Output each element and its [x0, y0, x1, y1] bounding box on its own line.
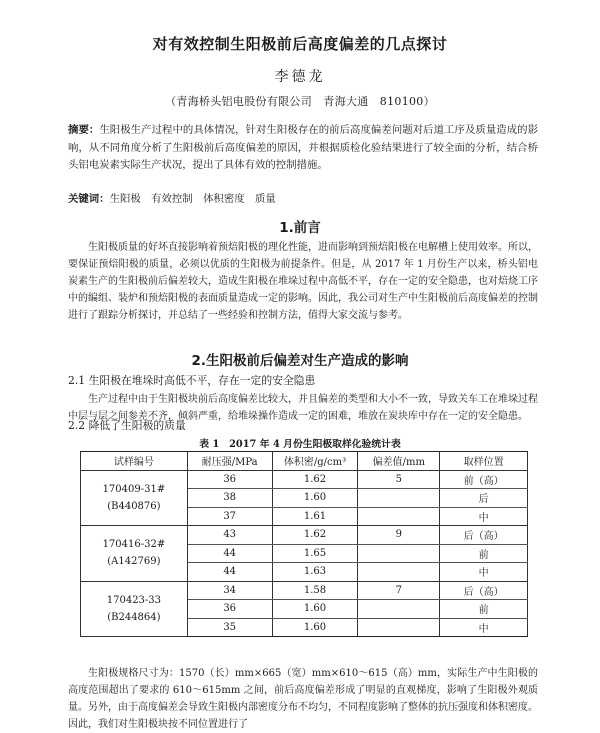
- position-cell: 中: [440, 618, 528, 637]
- table-header-row: [81, 452, 528, 471]
- deviation-cell: 5: [358, 470, 440, 489]
- sample-code: (B244864): [107, 611, 161, 623]
- deviation-cell: [358, 563, 440, 582]
- header-sample-id: 试样编号: [81, 452, 188, 471]
- paper-title: 对有效控制生阳极前后高度偏差的几点探讨: [152, 35, 448, 53]
- deviation-cell: [358, 600, 440, 619]
- deviation-cell: [358, 489, 440, 508]
- density-cell: 1.60: [272, 618, 358, 637]
- deviation-cell: 9: [358, 526, 440, 545]
- density-cell: 1.63: [272, 563, 358, 582]
- sample-code: (A142769): [107, 556, 161, 568]
- sample-id: 170409-31#: [102, 483, 166, 495]
- density-cell: 1.60: [272, 600, 358, 619]
- position-cell: 后（高）: [440, 581, 528, 600]
- density-cell: 1.65: [272, 544, 358, 563]
- position-cell: 后: [440, 489, 528, 508]
- section-2-heading: 2.生阳极前后偏差对生产造成的影响: [191, 353, 409, 369]
- sample-code: (B440876): [107, 500, 161, 512]
- deviation-cell: 7: [358, 581, 440, 600]
- table-caption: 表 1 2017 年 4 月份生阳极取样化验统计表: [199, 439, 401, 450]
- keywords-label: 关键词：: [68, 193, 110, 205]
- sample-id-cell: [81, 526, 188, 582]
- position-cell: 前: [440, 600, 528, 619]
- density-cell: 1.62: [272, 526, 358, 545]
- keywords: [68, 192, 538, 207]
- strength-cell: 43: [187, 526, 272, 545]
- strength-cell: 38: [187, 489, 272, 508]
- sample-table: [80, 451, 528, 637]
- deviation-cell: [358, 507, 440, 526]
- keywords-text: 生阳极 有效控制 体积密度 质量: [109, 193, 276, 205]
- deviation-cell: [358, 618, 440, 637]
- strength-cell: 44: [187, 563, 272, 582]
- position-cell: 前（高）: [440, 470, 528, 489]
- author-affiliation: （青海桥头铝电股份有限公司 青海大通 810100）: [165, 95, 435, 108]
- header-deviation: 偏差值/mm: [358, 452, 440, 471]
- table-row: [81, 581, 528, 600]
- subsection-2-2-heading: 2.2 降低了生阳极的质量: [68, 419, 186, 432]
- abstract-label: 摘要：: [68, 124, 100, 136]
- density-cell: 1.62: [272, 470, 358, 489]
- strength-cell: 36: [187, 600, 272, 619]
- position-cell: 前: [440, 544, 528, 563]
- sample-id-cell: [81, 470, 188, 526]
- subsection-2-1-text: 生产过程中由于生阳极块前后高度偏差比较大，并且偏差的类型和大小不一致，导致关车工在堆垛过程中层与层之间参差不齐，倾斜严重，给堆垛操作造成一定的困难，堆放在炭块库中存在一定的安全隐患。: [68, 394, 538, 422]
- table-row: [81, 470, 528, 489]
- strength-cell: 36: [187, 470, 272, 489]
- sample-id: 170416-32#: [102, 539, 166, 551]
- strength-cell: 44: [187, 544, 272, 563]
- author-name: 李德龙: [274, 69, 326, 85]
- density-cell: 1.61: [272, 507, 358, 526]
- position-cell: 中: [440, 563, 528, 582]
- table-row: [81, 526, 528, 545]
- abstract-text: 生阳极生产过程中的具体情况，针对生阳极存在的前后高度偏差问题对后道工序及质量造成的影响，从不同角度分析了生阳极前后高度偏差的原因，并根据质检化验结果进行了较全面的分析，结合桥头铝电炭素实际生产状况，提出了具体有效的控制措施。: [68, 124, 539, 171]
- header-position: 取样位置: [440, 452, 528, 471]
- strength-cell: 34: [187, 581, 272, 600]
- strength-cell: 37: [187, 507, 272, 526]
- position-cell: 中: [440, 507, 528, 526]
- section-1-paragraph: 生阳极质量的好坏直接影响着预焙阳极的理化性能，进而影响到预焙阳极在电解槽上使用效率。所以，要保证预焙阳极的质量，必须以优质的生阳极为前提条件。但是，从 2017 年 1 月份生产以来，桥头铝电炭素生产的生阳极前后偏差较大，造成生阳极在堆垛过程中高低不平，存在一定的安全隐患，也对焙烧工序中的编组、装炉和预焙阳极的表面质量造成一定的影响。因此，我公司对生产中生阳极前后高度偏差的控制进行了跟踪分析探讨，并总结了一些经验和控制方法，值得大家交流与参考。: [68, 242, 538, 321]
- abstract: [68, 122, 538, 175]
- deviation-cell: [358, 544, 440, 563]
- sample-id: 170423-33: [106, 594, 162, 606]
- density-cell: 1.60: [272, 489, 358, 508]
- position-cell: 后（高）: [440, 526, 528, 545]
- section-1-heading: 1.前言: [279, 220, 321, 236]
- closing-paragraph: 生阳极规格尺寸为：1570（长）mm×665（宽）mm×610～615（高）mm，实际生产中生阳极的高度范围超出了要求的 610～615mm 之间，前后高度偏差形成了明显的直观梯度，影响了生阳极外观质量。另外，由于高度偏差会导致生阳极内部密度分布不均匀，不同程度影响了整体的抗压强度和体积密度。因此，我们对生阳极块按不同位置进行了: [68, 668, 538, 730]
- sample-id-cell: [81, 581, 188, 637]
- strength-cell: 35: [187, 618, 272, 637]
- subsection-2-1-heading: 2.1 生阳极在堆垛时高低不平，存在一定的安全隐患: [68, 374, 316, 387]
- density-cell: 1.58: [272, 581, 358, 600]
- header-strength: 耐压强/MPa: [187, 452, 272, 471]
- header-density: 体积密/g/cm³: [272, 452, 358, 471]
